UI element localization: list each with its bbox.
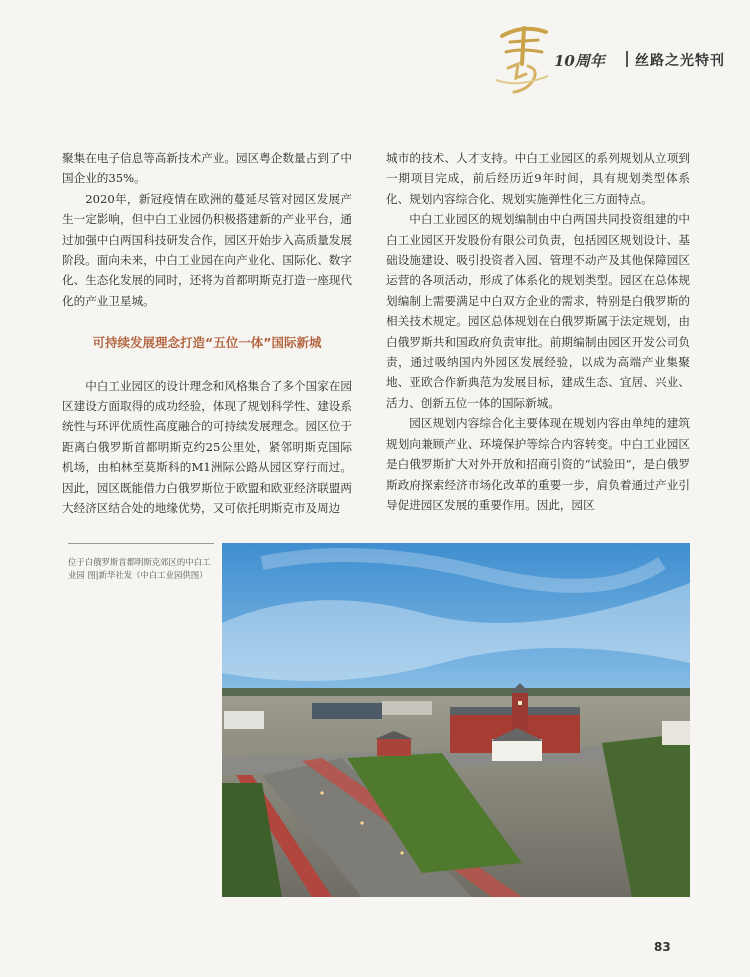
left-column xyxy=(62,148,352,519)
anniversary-label: 10周年 xyxy=(554,52,605,70)
paragraph: 园区规划内容综合化主要体现在规划内容由单纯的建筑规划向兼顾产业、环境保护等综合内容转变。中白工业园区是白俄罗斯扩大对外开放和招商引资的“试验田”，是白俄罗斯政府探索经济市场化改革的重要一步，肩负着通过产业引导促进园区发展的重要作用。因此，园区 xyxy=(386,416,690,512)
photo-caption: 位于白俄罗斯首都明斯克郊区的中白工业园 图|新华社发（中白工业园供图） xyxy=(68,557,211,580)
section-heading: 可持续发展理念打造“五位一体”国际新城 xyxy=(92,335,322,351)
right-column xyxy=(386,148,690,515)
paragraph: 聚集在电子信息等高新技术产业。园区粤企数量占到了中国企业的35%。 xyxy=(62,151,352,186)
special-issue-label: 丝路之光特刊 xyxy=(635,53,725,69)
paragraph: 中白工业园区的设计理念和风格集合了多个国家在园区建设方面取得的成功经验，体现了规划科学性、建设系统性与环评优质性高度融合的可持续发展理念。园区位于距离白俄罗斯首都明斯克约25公里处，紧邻明斯克国际机场，由柏林至莫斯科的M1洲际公路从园区穿行而过。因此，园区既能借力白俄罗斯位于欧盟和欧亚经济联盟两大经济区结合处的地缘优势，又可依托明斯克市及周边 xyxy=(62,378,352,516)
magazine-header xyxy=(488,18,728,98)
page-number: 83 xyxy=(654,940,671,954)
paragraph: 2020年，新冠疫情在欧洲的蔓延尽管对园区发展产生一定影响，但中白工业园仍积极搭建新的产业平台，通过加强中白两国科技研发合作，园区开始步入高质量发展阶段。面向未来，中白工业园在向产业化、国际化、数字化、生态化发展的同时，还将为首都明斯克打造一座现代化的产业卫星城。 xyxy=(62,191,352,308)
aerial-photo-image xyxy=(222,543,690,897)
paragraph: 城市的技术、人才支持。中白工业园区的系列规划从立项到一期项目完成，前后经历近9年时间，具有规划类型体系化、规划内容综合化、规划实施弹性化三方面特点。 xyxy=(386,151,690,206)
belt-road-logo-icon xyxy=(488,18,558,98)
header-divider xyxy=(626,51,628,67)
industrial-park-aerial-photo xyxy=(222,543,690,897)
paragraph: 中白工业园区的规划编制由中白两国共同投资组建的中白工业园区开发股份有限公司负责，包括园区规划设计、基础设施建设、吸引投资者入园、管理不动产及其他保障园区运营的各项活动，形成了体系化的规划类型。园区在总体规划编制上需要满足中白双方企业的需求，特别是白俄罗斯的相关技术规定。园区总体规划在白俄罗斯属于法定规划，由白俄罗斯共和国政府负责审批。前期编制由园区开发公司负责，通过吸纳国内外园区发展经验，以成为高端产业集聚地、亚欧合作新典范为发展目标，建成生态、宜居、兴业、活力、创新五位一体的国际新城。 xyxy=(386,212,690,410)
caption-rule xyxy=(68,543,214,544)
